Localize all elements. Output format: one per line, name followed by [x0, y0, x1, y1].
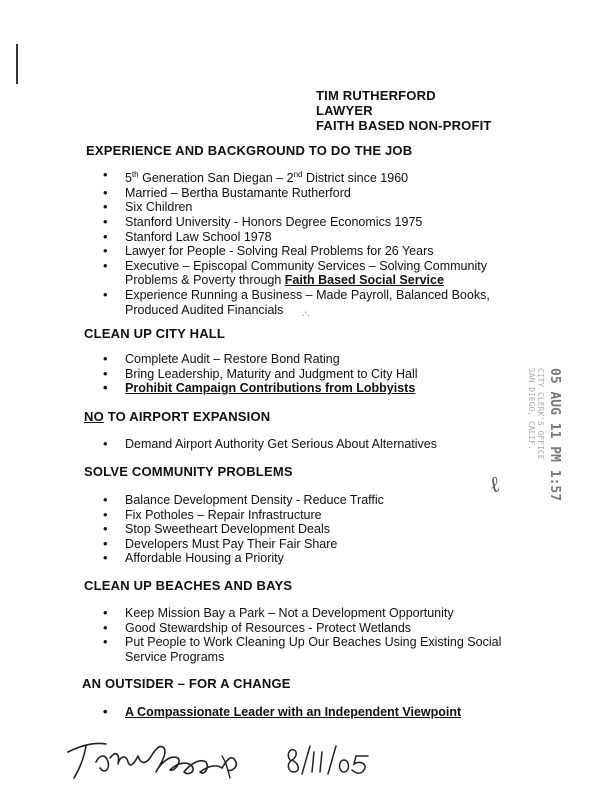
item-text: Service Programs [125, 649, 225, 664]
received-stamp [462, 360, 572, 502]
item-text: 5 [125, 171, 132, 186]
list-item [103, 215, 533, 230]
item-text: District since 1960 [302, 171, 409, 186]
item-text: Fix Potholes – Repair Infrastructure [125, 507, 322, 522]
stray-mark: ·'· [302, 310, 310, 320]
item-text: Put People to Work Cleaning Up Our Beaches Using Existing Social [125, 635, 502, 650]
item-text: Affordable Housing a Priority [125, 551, 284, 566]
city-hall-list [103, 352, 463, 396]
item-text: Developers Must Pay Their Fair Share [125, 536, 338, 551]
outsider-list [103, 705, 503, 720]
list-item [103, 437, 483, 452]
candidate-affiliation: FAITH BASED NON-PROFIT [316, 118, 492, 133]
stamp-date: 05 AUG 11 PM 1:57 [547, 368, 562, 502]
margin-mark [16, 44, 18, 84]
section-heading-beaches: CLEAN UP BEACHES AND BAYS [84, 578, 293, 593]
beaches-list [103, 606, 533, 664]
list-item [103, 381, 463, 396]
list-item [103, 244, 533, 259]
item-text: Executive – Episcopal Community Services – Solving Community [125, 258, 487, 273]
list-item [103, 508, 463, 523]
heading-emphasis: NO [84, 409, 104, 424]
list-item [103, 186, 533, 201]
list-item [103, 621, 533, 636]
item-text: Six Children [125, 200, 193, 215]
superscript: th [131, 170, 139, 179]
item-text: Generation San Diegan – 2 [138, 171, 294, 186]
item-text: Experience Running a Business – Made Payroll, Balanced Books, [125, 287, 490, 302]
candidate-occupation: LAWYER [316, 103, 373, 118]
list-item [103, 635, 533, 664]
item-emphasis: A Compassionate Leader with an Independent Viewpoint [125, 705, 462, 719]
airport-list [103, 437, 483, 452]
list-item [103, 522, 463, 537]
list-item [103, 352, 463, 367]
stamp-location: SAN DIEGO, CALIF. [527, 368, 536, 450]
list-item [103, 259, 533, 288]
item-text: Good Stewardship of Resources - Protect Wetlands [125, 620, 412, 635]
signature-image [60, 728, 260, 784]
experience-list [103, 168, 533, 317]
section-heading-experience: EXPERIENCE AND BACKGROUND TO DO THE JOB [86, 143, 413, 158]
candidate-name: TIM RUTHERFORD [316, 88, 436, 103]
item-text: Bring Leadership, Maturity and Judgment to City Hall [125, 366, 418, 381]
item-text: Married – Bertha Bustamante Rutherford [125, 185, 351, 200]
list-item [103, 606, 533, 621]
handwritten-mark: ℓ [486, 472, 504, 499]
section-heading-outsider: AN OUTSIDER – FOR A CHANGE [82, 676, 291, 691]
item-text: Stop Sweetheart Development Deals [125, 522, 330, 537]
list-item [103, 493, 463, 508]
item-text: Lawyer for People - Solving Real Problems for 26 Years [125, 244, 434, 259]
item-text: Balance Development Density - Reduce Traffic [125, 493, 384, 507]
list-item [103, 168, 533, 186]
item-text: Demand Airport Authority Get Serious About Alternatives [125, 437, 437, 451]
list-item [103, 288, 533, 317]
section-heading-city-hall: CLEAN UP CITY HALL [84, 326, 226, 341]
list-item [103, 230, 533, 245]
item-emphasis: Prohibit Campaign Contributions from Lobbyists [125, 381, 416, 396]
item-emphasis: Faith Based Social Service [284, 273, 444, 288]
item-text: Produced Audited Financials [125, 302, 284, 317]
community-list [103, 493, 463, 566]
item-text: Complete Audit – Restore Bond Rating [125, 352, 340, 366]
list-item [103, 705, 503, 720]
list-item [103, 551, 463, 566]
item-text: Problems & Poverty through [125, 273, 285, 288]
stamp-office: CITY CLERK'S OFFICE [536, 368, 545, 460]
item-text: Stanford Law School 1978 [125, 229, 272, 244]
heading-text: TO AIRPORT EXPANSION [103, 409, 271, 424]
signature-date-image [284, 738, 374, 782]
section-heading-airport [84, 409, 270, 424]
list-item [103, 200, 533, 215]
item-text: Keep Mission Bay a Park – Not a Development Opportunity [125, 606, 454, 620]
list-item [103, 367, 463, 382]
item-text: Stanford University - Honors Degree Economics 1975 [125, 214, 423, 229]
list-item [103, 537, 463, 552]
superscript: nd [293, 170, 303, 179]
section-heading-community: SOLVE COMMUNITY PROBLEMS [84, 464, 293, 479]
